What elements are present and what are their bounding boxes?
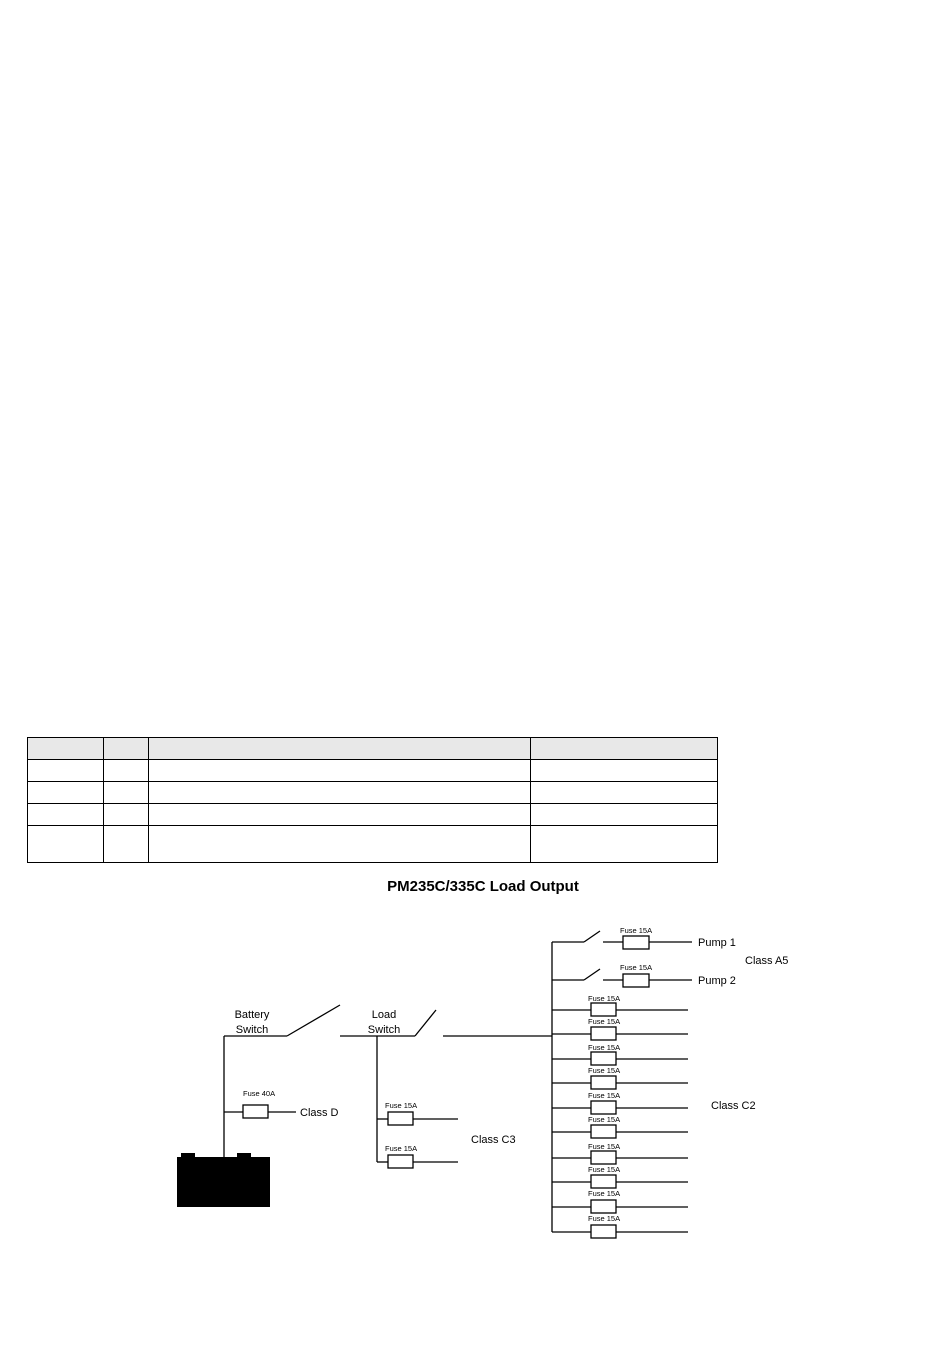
fuse-label: Fuse 15A [588, 1091, 621, 1100]
fuse-symbol [623, 936, 649, 949]
fuse-label: Fuse 15A [385, 1144, 418, 1153]
battery-icon [177, 1152, 270, 1207]
load-switch-label: Switch [367, 1024, 401, 1036]
fuse-label: Fuse 15A [385, 1101, 418, 1110]
fuse-label: Fuse 15A [620, 926, 653, 935]
fuse-label: Fuse 15A [588, 1066, 621, 1075]
fuse-symbol [388, 1155, 413, 1168]
fuse-label: Fuse 15A [588, 1189, 621, 1198]
battery-switch-blade [287, 1005, 340, 1036]
battery-switch-label: Switch [235, 1024, 269, 1036]
fuse-symbol [591, 1076, 616, 1089]
fuse-symbol [591, 1125, 616, 1138]
fuse-symbol [591, 1175, 616, 1188]
load-switch-blade [415, 1010, 436, 1036]
fuse-symbol [388, 1112, 413, 1125]
fuse-label: Fuse 15A [588, 1043, 621, 1052]
pump-2-label: Pump 2 [698, 975, 736, 987]
load-switch-label: Load [371, 1009, 397, 1021]
fuse-symbol [591, 1200, 616, 1213]
fuse-40a-symbol [243, 1105, 268, 1118]
class-a5-label: Class A5 [745, 955, 789, 967]
pump-1-switch-blade [584, 931, 600, 942]
fuse-symbol [623, 974, 649, 987]
fuse-label: Fuse 15A [620, 963, 653, 972]
fuse-label: Fuse 15A [588, 1115, 621, 1124]
class-d-label: Class D [300, 1107, 339, 1119]
fuse-symbol [591, 1027, 616, 1040]
diagram-title: PM235C/335C Load Output [387, 878, 579, 895]
fuse-symbol [591, 1003, 616, 1016]
fuse-symbol [591, 1151, 616, 1164]
pump-1-label: Pump 1 [698, 937, 736, 949]
pump-2-switch-blade [584, 969, 600, 980]
fuse-label: Fuse 40A [243, 1089, 276, 1098]
class-c2-label: Class C2 [711, 1100, 756, 1112]
fuse-symbol [591, 1225, 616, 1238]
fuse-label: Fuse 15A [588, 1165, 621, 1174]
fuse-symbol [591, 1101, 616, 1114]
fuse-label: Fuse 15A [588, 1214, 621, 1223]
fuse-symbol [591, 1052, 616, 1065]
fuse-label: Fuse 15A [588, 1017, 621, 1026]
class-c3-label: Class C3 [471, 1134, 516, 1146]
fuse-label: Fuse 15A [588, 1142, 621, 1151]
fuse-label: Fuse 15A [588, 994, 621, 1003]
battery-switch-label: Battery [234, 1009, 270, 1021]
